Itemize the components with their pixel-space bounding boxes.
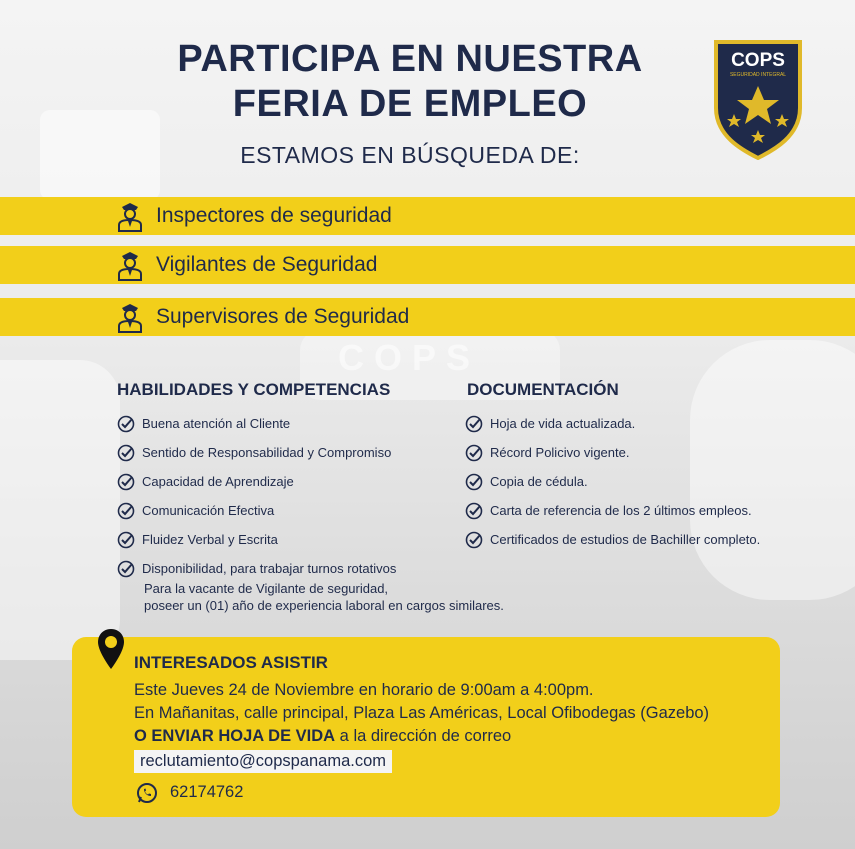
list-item (465, 525, 760, 554)
documents-heading: DOCUMENTACIÓN (467, 380, 619, 399)
list-item (465, 438, 760, 467)
cops-logo (712, 38, 804, 160)
list-item-text: Fluidez Verbal y Escrita (142, 532, 278, 547)
position-bar-inspectores (0, 197, 855, 235)
list-item (117, 409, 396, 438)
check-circle-icon (465, 473, 483, 491)
list-item (465, 467, 760, 496)
security-guard-icon (116, 249, 144, 281)
check-circle-icon (117, 473, 135, 491)
security-guard-icon (116, 200, 144, 232)
email-link[interactable]: reclutamiento@copspanama.com (134, 750, 392, 773)
page-title-line2: FERIA DE EMPLEO (232, 83, 588, 125)
info-heading: INTERESADOS ASISTIR (134, 653, 328, 672)
logo-tagline: SEGURIDAD INTEGRAL (729, 72, 787, 78)
whatsapp-icon (136, 782, 158, 804)
page-subtitle: ESTAMOS EN BÚSQUEDA DE: (240, 142, 580, 168)
list-item-text: Capacidad de Aprendizaje (142, 474, 294, 489)
info-address: En Mañanitas, calle principal, Plaza Las Américas, Local Ofibodegas (Gazebo) (134, 704, 710, 722)
position-bar-supervisores (0, 298, 855, 336)
background-watermark: COPS (338, 337, 481, 378)
skills-heading: HABILIDADES Y COMPETENCIAS (117, 380, 391, 399)
check-circle-icon (117, 560, 135, 578)
list-item (117, 496, 396, 525)
send-cv-bold: O ENVIAR HOJA DE VIDA (134, 727, 336, 745)
position-label: Supervisores de Seguridad (156, 305, 410, 328)
position-label: Vigilantes de Seguridad (156, 253, 378, 276)
page-title-line1: PARTICIPA EN NUESTRA (177, 38, 643, 80)
list-item (465, 409, 760, 438)
note-line: Para la vacante de Vigilante de seguridad, (144, 581, 389, 596)
logo-brand: COPS (731, 50, 785, 71)
info-date: Este Jueves 24 de Noviembre en horario de 9:00am a 4:00pm. (134, 681, 594, 699)
skills-list (117, 409, 396, 583)
check-circle-icon (117, 444, 135, 462)
note-line: poseer un (01) año de experiencia laboral en cargos similares. (144, 598, 504, 613)
list-item (117, 438, 396, 467)
check-circle-icon (465, 531, 483, 549)
list-item-text: Comunicación Efectiva (142, 503, 275, 518)
security-guard-icon (116, 301, 144, 333)
list-item-text: Disponibilidad, para trabajar turnos rotativos (142, 561, 397, 576)
list-item (117, 467, 396, 496)
background-shape (0, 360, 120, 660)
check-circle-icon (465, 415, 483, 433)
location-pin-icon (96, 627, 126, 671)
check-circle-icon (465, 502, 483, 520)
list-item (117, 554, 396, 583)
list-item-text: Copia de cédula. (490, 474, 588, 489)
list-item-text: Buena atención al Cliente (142, 416, 291, 431)
list-item-text: Carta de referencia de los 2 últimos empleos. (490, 503, 752, 518)
list-item (117, 525, 396, 554)
list-item (465, 496, 760, 525)
list-item-text: Sentido de Responsabilidad y Compromiso (142, 445, 392, 460)
experience-note (144, 580, 504, 614)
background-shape (40, 110, 160, 200)
phone-number[interactable]: 62174762 (170, 783, 244, 801)
send-cv-rest: a la dirección de correo (335, 727, 512, 745)
check-circle-icon (465, 444, 483, 462)
info-send-cv (134, 727, 511, 746)
list-item-text: Récord Policivo vigente. (490, 445, 630, 460)
check-circle-icon (117, 502, 135, 520)
list-item-text: Certificados de estudios de Bachiller completo. (490, 532, 761, 547)
list-item-text: Hoja de vida actualizada. (490, 416, 636, 431)
check-circle-icon (117, 415, 135, 433)
position-label: Inspectores de seguridad (156, 204, 392, 227)
check-circle-icon (117, 531, 135, 549)
position-bar-vigilantes (0, 246, 855, 284)
documents-list (465, 409, 760, 554)
